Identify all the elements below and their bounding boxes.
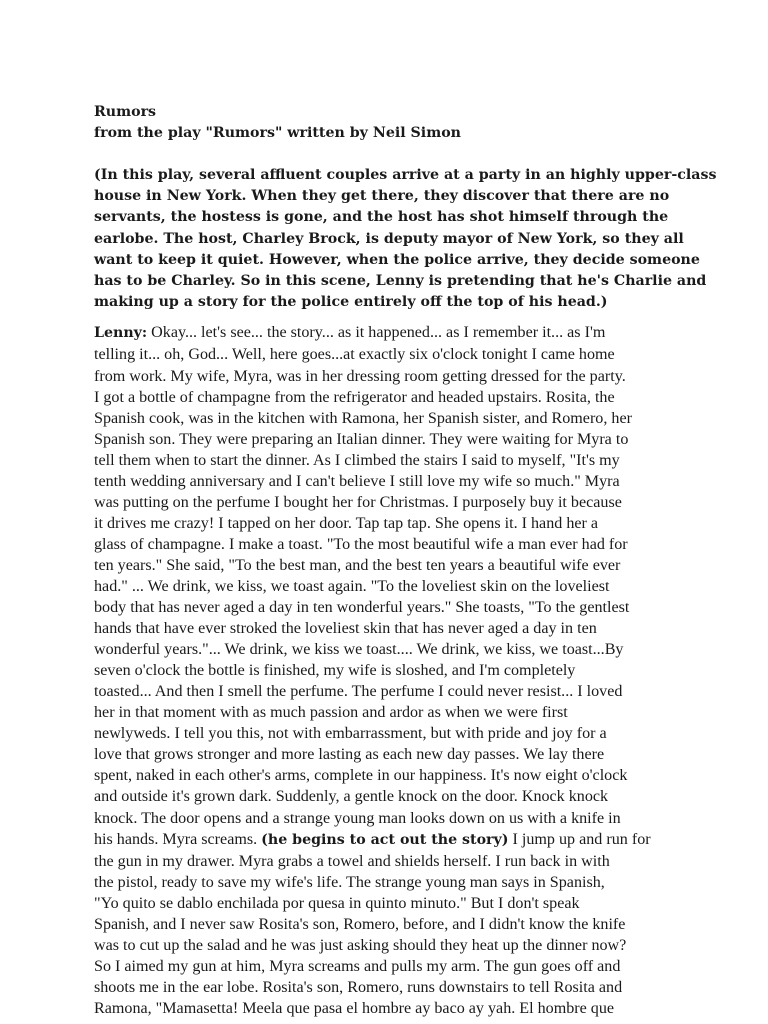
monologue-line: and outside it's grown dark. Suddenly, a gentle knock on the door. Knock knock xyxy=(94,788,609,806)
monologue-line: Spanish son. They were preparing an Italian dinner. They were waiting for Myra to xyxy=(94,430,629,448)
monologue-line: body that has never aged a day in ten wonderful years." She toasts, "To the gentlest xyxy=(94,599,630,617)
monologue-line xyxy=(94,829,682,851)
intro-line: has to be Charley. So in this scene, Lenny is pretending that he's Charlie and xyxy=(94,273,707,290)
monologue-line: seven o'clock the bottle is finished, my wife is sloshed, and I'm completely xyxy=(94,662,576,680)
monologue-text: I jump up and run for xyxy=(508,830,651,848)
title-block xyxy=(94,102,682,144)
monologue-line: Ramona, "Mamasetta! Meela que pasa el hombre ay baco ay yah. El hombre que xyxy=(94,999,615,1017)
monologue-line: Spanish, and I never saw Rosita's son, Romero, before, and I didn't know the knife xyxy=(94,915,626,933)
monologue-line: "Yo quito se dablo enchilada por quesa in quinto minuto." But I don't speak xyxy=(94,894,580,912)
monologue-line: the gun in my drawer. Myra grabs a towel and shields herself. I run back in with xyxy=(94,852,610,870)
monologue-paragraph xyxy=(94,322,682,1019)
intro-line: (In this play, several affluent couples arrive at a party in an highly upper-class xyxy=(94,167,717,183)
monologue-line: was putting on the perfume I bought her for Christmas. I purposely buy it because xyxy=(94,493,622,511)
monologue-line: I got a bottle of champagne from the refrigerator and headed upstairs. Rosita, the xyxy=(94,388,615,406)
monologue-line: her in that moment with as much passion and ardor as when we were first xyxy=(94,704,568,722)
intro-line: want to keep it quiet. However, when the police arrive, they decide someone xyxy=(94,251,700,268)
monologue-line: hands that have ever stroked the loveliest skin that has never aged a day in ten xyxy=(94,620,597,638)
monologue-text: Okay... let's see... the story... as it happened... as I remember it... as I'm xyxy=(147,324,606,342)
document-title: Rumors xyxy=(94,104,157,120)
stage-direction: (he begins to act out the story) xyxy=(261,831,509,848)
monologue-line: tenth wedding anniversary and I can't believe I still love my wife so much." Myra xyxy=(94,472,620,490)
monologue-lines-b xyxy=(94,851,682,1019)
monologue-text: his hands. Myra screams. xyxy=(94,830,262,848)
monologue-line: wonderful years."... We drink, we kiss we toast.... We drink, we kiss, we toast...By xyxy=(94,641,624,659)
monologue-line: Spanish cook, was in the kitchen with Ramona, her Spanish sister, and Romero, her xyxy=(94,409,632,427)
monologue-line: the pistol, ready to save my wife's life. The strange young man says in Spanish, xyxy=(94,873,605,891)
monologue-line: tell them when to start the dinner. As I climbed the stairs I said to myself, "It's my xyxy=(94,451,620,469)
monologue-line xyxy=(94,322,682,344)
monologue-line: spent, naked in each other's arms, complete in our happiness. It's now eight o'clock xyxy=(94,767,628,785)
speaker-name: Lenny: xyxy=(94,325,148,342)
document-subtitle: from the play "Rumors" written by Neil Simon xyxy=(94,125,461,141)
monologue-line: telling it... oh, God... Well, here goes...at exactly six o'clock tonight I came home xyxy=(94,346,615,364)
monologue-line: had." ... We drink, we kiss, we toast again. "To the loveliest skin on the loveliest xyxy=(94,577,610,595)
monologue-line: knock. The door opens and a strange young man looks down on us with a knife in xyxy=(94,809,621,827)
monologue-line: ten years." She said, "To the best man, and the best ten years a beautiful wife ever xyxy=(94,556,621,574)
document-page xyxy=(94,102,717,1019)
intro-line: house in New York. When they get there, they discover that there are no xyxy=(94,188,670,205)
monologue-line: So I aimed my gun at him, Myra screams and pulls my arm. The gun goes off and xyxy=(94,957,621,975)
intro-paragraph xyxy=(94,165,717,313)
monologue-line: glass of champagne. I make a toast. "To the most beautiful wife a man ever had for xyxy=(94,535,628,553)
monologue-lines-a xyxy=(94,344,682,828)
monologue-line: shoots me in the ear lobe. Rosita's son, Romero, runs downstairs to tell Rosita and xyxy=(94,978,623,996)
monologue-line: was to cut up the salad and he was just asking should they heat up the dinner now? xyxy=(94,936,627,954)
monologue-line: toasted... And then I smell the perfume. The perfume I could never resist... I loved xyxy=(94,683,623,701)
monologue-line: love that grows stronger and more lasting as each new day passes. We lay there xyxy=(94,746,605,764)
monologue-line: it drives me crazy! I tapped on her door. Tap tap tap. She opens it. I hand her a xyxy=(94,514,599,532)
monologue-line: from work. My wife, Myra, was in her dressing room getting dressed for the party. xyxy=(94,367,626,385)
monologue-line: newlyweds. I tell you this, not with embarrassment, but with pride and joy for a xyxy=(94,725,607,743)
intro-line: servants, the hostess is gone, and the host has shot himself through the xyxy=(94,209,669,226)
intro-line: earlobe. The host, Charley Brock, is deputy mayor of New York, so they all xyxy=(94,230,684,247)
intro-line: making up a story for the police entirely off the top of his head.) xyxy=(94,294,608,311)
